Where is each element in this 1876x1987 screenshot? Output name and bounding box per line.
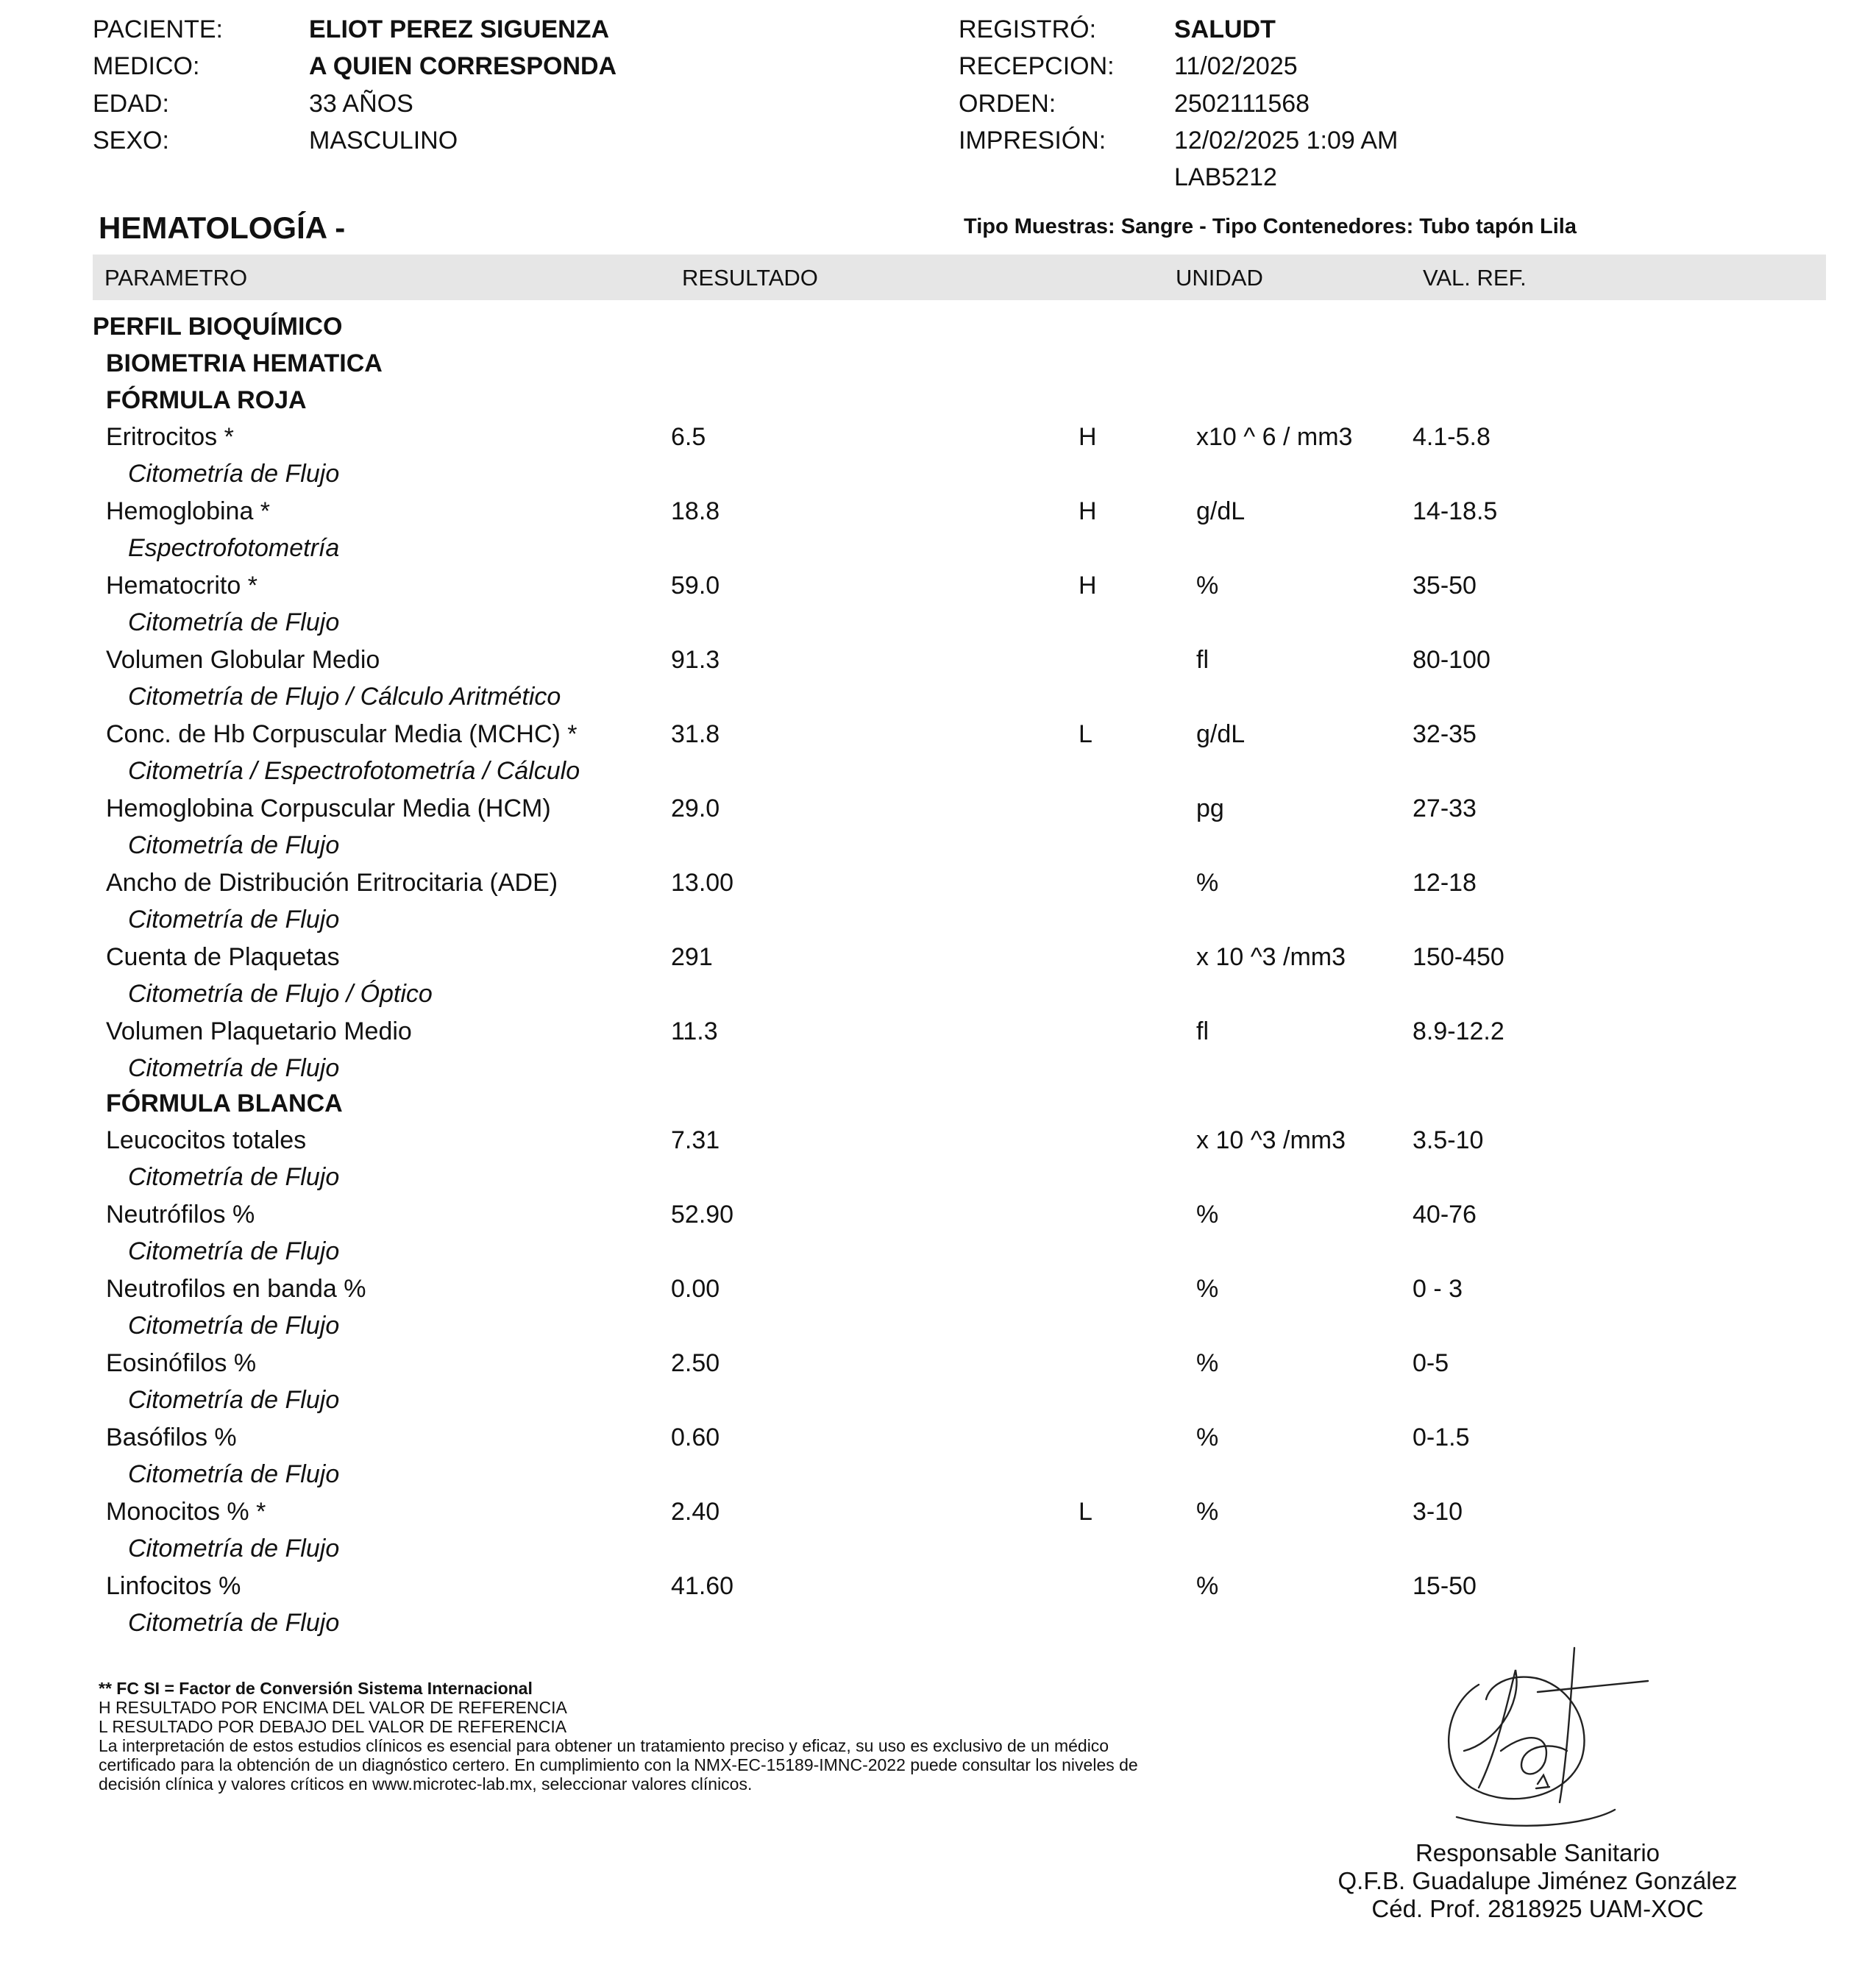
notes-block	[99, 1679, 1138, 1794]
medico-value: A QUIEN CORRESPONDA	[309, 52, 617, 80]
result-name: Conc. de Hb Corpuscular Media (MCHC) *	[106, 720, 578, 748]
result-name: Hematocrito *	[106, 572, 257, 600]
recepcion-label: RECEPCION:	[959, 52, 1115, 80]
sample-info: Tipo Muestras: Sangre - Tipo Contenedores: Tubo tapón Lila	[964, 215, 1577, 238]
impresion-value: 12/02/2025 1:09 AM	[1174, 127, 1399, 154]
registro-value: SALUDT	[1174, 15, 1276, 43]
result-value: 29.0	[671, 795, 720, 822]
signature-block	[1273, 1839, 1802, 1923]
result-method: Citometría de Flujo	[128, 608, 340, 636]
col-unidad: UNIDAD	[1176, 265, 1263, 291]
result-unit: fl	[1196, 1017, 1209, 1045]
result-value: 18.8	[671, 497, 720, 525]
note-p2: certificado para la obtención de un diagnóstico certero. En cumplimiento con la NMX-EC-15189-IMNC-2022 puede consultar los niveles de	[99, 1755, 1138, 1774]
result-unit: %	[1196, 572, 1219, 600]
result-value: 11.3	[671, 1017, 718, 1045]
result-unit: g/dL	[1196, 720, 1246, 748]
result-unit: %	[1196, 1498, 1219, 1526]
col-valref: VAL. REF.	[1423, 265, 1527, 291]
column-header-bar	[93, 255, 1826, 300]
result-name: Volumen Plaquetario Medio	[106, 1017, 412, 1045]
registro-label: REGISTRÓ:	[959, 15, 1097, 43]
result-unit: %	[1196, 1572, 1219, 1600]
result-ref: 3.5-10	[1413, 1126, 1484, 1154]
result-name: Leucocitos totales	[106, 1126, 307, 1154]
result-method: Citometría de Flujo	[128, 1460, 340, 1488]
result-flag: H	[1079, 497, 1097, 525]
result-value: 31.8	[671, 720, 720, 748]
result-name: Neutrofilos en banda %	[106, 1275, 366, 1303]
result-ref: 0-5	[1413, 1349, 1449, 1377]
result-flag: H	[1079, 423, 1097, 451]
sexo-value: MASCULINO	[309, 127, 458, 154]
orden-label: ORDEN:	[959, 90, 1056, 118]
note-l: L RESULTADO POR DEBAJO DEL VALOR DE REFERENCIA	[99, 1717, 567, 1736]
result-name: Neutrófilos %	[106, 1201, 255, 1229]
result-name: Hemoglobina *	[106, 497, 271, 525]
result-unit: %	[1196, 869, 1219, 897]
result-ref: 40-76	[1413, 1201, 1477, 1229]
result-ref: 0 - 3	[1413, 1275, 1463, 1303]
result-value: 41.60	[671, 1572, 734, 1600]
result-method: Citometría de Flujo	[128, 1609, 340, 1637]
col-parametro: PARAMETRO	[104, 265, 248, 291]
signature-name: Q.F.B. Guadalupe Jiménez González	[1337, 1867, 1738, 1894]
group-formula-blanca: FÓRMULA BLANCA	[106, 1090, 343, 1117]
lab-code: LAB5212	[1174, 163, 1277, 191]
orden-value: 2502111568	[1174, 90, 1310, 118]
result-value: 6.5	[671, 423, 706, 451]
result-unit: g/dL	[1196, 497, 1246, 525]
result-method: Citometría de Flujo	[128, 1237, 340, 1265]
result-ref: 15-50	[1413, 1572, 1477, 1600]
note-fc: ** FC SI = Factor de Conversión Sistema Internacional	[99, 1679, 533, 1698]
result-unit: %	[1196, 1275, 1219, 1303]
group-biometria: BIOMETRIA HEMATICA	[106, 349, 383, 377]
result-unit: %	[1196, 1349, 1219, 1377]
paciente-label: PACIENTE:	[93, 15, 223, 43]
result-unit: x 10 ^3 /mm3	[1196, 1126, 1346, 1154]
result-ref: 8.9-12.2	[1413, 1017, 1504, 1045]
recepcion-value: 11/02/2025	[1174, 52, 1298, 80]
result-unit: fl	[1196, 646, 1209, 674]
result-unit: %	[1196, 1423, 1219, 1451]
handwritten-signature	[1427, 1641, 1663, 1832]
note-h: H RESULTADO POR ENCIMA DEL VALOR DE REFERENCIA	[99, 1698, 567, 1717]
result-flag: L	[1079, 1498, 1092, 1526]
result-method: Citometría de Flujo / Óptico	[128, 980, 433, 1008]
section-title: HEMATOLOGÍA -	[99, 210, 346, 245]
result-ref: 12-18	[1413, 869, 1477, 897]
result-value: 13.00	[671, 869, 734, 897]
result-unit: x 10 ^3 /mm3	[1196, 943, 1346, 971]
result-ref: 80-100	[1413, 646, 1491, 674]
result-value: 59.0	[671, 572, 720, 600]
result-name: Ancho de Distribución Eritrocitaria (ADE)	[106, 869, 558, 897]
note-p1: La interpretación de estos estudios clínicos es esencial para obtener un tratamiento preciso y eficaz, su uso es exclusivo de un médico	[99, 1736, 1109, 1755]
result-ref: 150-450	[1413, 943, 1504, 971]
result-value: 2.40	[671, 1498, 720, 1526]
result-ref: 0-1.5	[1413, 1423, 1470, 1451]
result-method: Citometría de Flujo	[128, 1386, 340, 1414]
signature-role: Responsable Sanitario	[1415, 1839, 1660, 1866]
result-method: Citometría de Flujo	[128, 831, 340, 859]
result-name: Monocitos % *	[106, 1498, 266, 1526]
result-value: 91.3	[671, 646, 720, 674]
result-method: Citometría de Flujo	[128, 1163, 340, 1191]
result-method: Espectrofotometría	[128, 534, 340, 562]
result-method: Citometría de Flujo	[128, 1312, 340, 1340]
note-p3: decisión clínica y valores críticos en www.microtec-lab.mx, seleccionar valores clínicos.	[99, 1774, 753, 1794]
result-ref: 32-35	[1413, 720, 1477, 748]
result-method: Citometría de Flujo	[128, 1535, 340, 1563]
result-value: 2.50	[671, 1349, 720, 1377]
result-method: Citometría / Espectrofotometría / Cálculo	[128, 757, 580, 785]
result-name: Hemoglobina Corpuscular Media (HCM)	[106, 795, 551, 822]
result-name: Cuenta de Plaquetas	[106, 943, 340, 971]
medico-label: MEDICO:	[93, 52, 200, 80]
impresion-label: IMPRESIÓN:	[959, 127, 1106, 154]
result-ref: 3-10	[1413, 1498, 1463, 1526]
result-method: Citometría de Flujo	[128, 906, 340, 934]
edad-label: EDAD:	[93, 90, 169, 118]
result-flag: H	[1079, 572, 1097, 600]
result-method: Citometría de Flujo	[128, 460, 340, 488]
result-value: 52.90	[671, 1201, 734, 1229]
result-name: Eritrocitos *	[106, 423, 234, 451]
result-value: 291	[671, 943, 713, 971]
result-unit: x10 ^ 6 / mm3	[1196, 423, 1353, 451]
result-unit: %	[1196, 1201, 1219, 1229]
result-flag: L	[1079, 720, 1092, 748]
result-name: Volumen Globular Medio	[106, 646, 380, 674]
result-value: 7.31	[671, 1126, 720, 1154]
result-name: Linfocitos %	[106, 1572, 241, 1600]
result-ref: 35-50	[1413, 572, 1477, 600]
edad-value: 33 AÑOS	[309, 90, 413, 118]
result-ref: 14-18.5	[1413, 497, 1498, 525]
group-formula-roja: FÓRMULA ROJA	[106, 386, 307, 414]
paciente-value: ELIOT PEREZ SIGUENZA	[309, 15, 610, 43]
result-ref: 27-33	[1413, 795, 1477, 822]
sexo-label: SEXO:	[93, 127, 169, 154]
result-unit: pg	[1196, 795, 1224, 822]
result-method: Citometría de Flujo	[128, 1054, 340, 1082]
signature-cedula: Céd. Prof. 2818925 UAM-XOC	[1371, 1895, 1704, 1922]
result-method: Citometría de Flujo / Cálculo Aritmético	[128, 683, 561, 711]
col-resultado: RESULTADO	[682, 265, 818, 291]
result-name: Eosinófilos %	[106, 1349, 257, 1377]
result-ref: 4.1-5.8	[1413, 423, 1491, 451]
group-perfil: PERFIL BIOQUÍMICO	[93, 313, 343, 341]
result-value: 0.00	[671, 1275, 720, 1303]
result-value: 0.60	[671, 1423, 720, 1451]
result-name: Basófilos %	[106, 1423, 237, 1451]
